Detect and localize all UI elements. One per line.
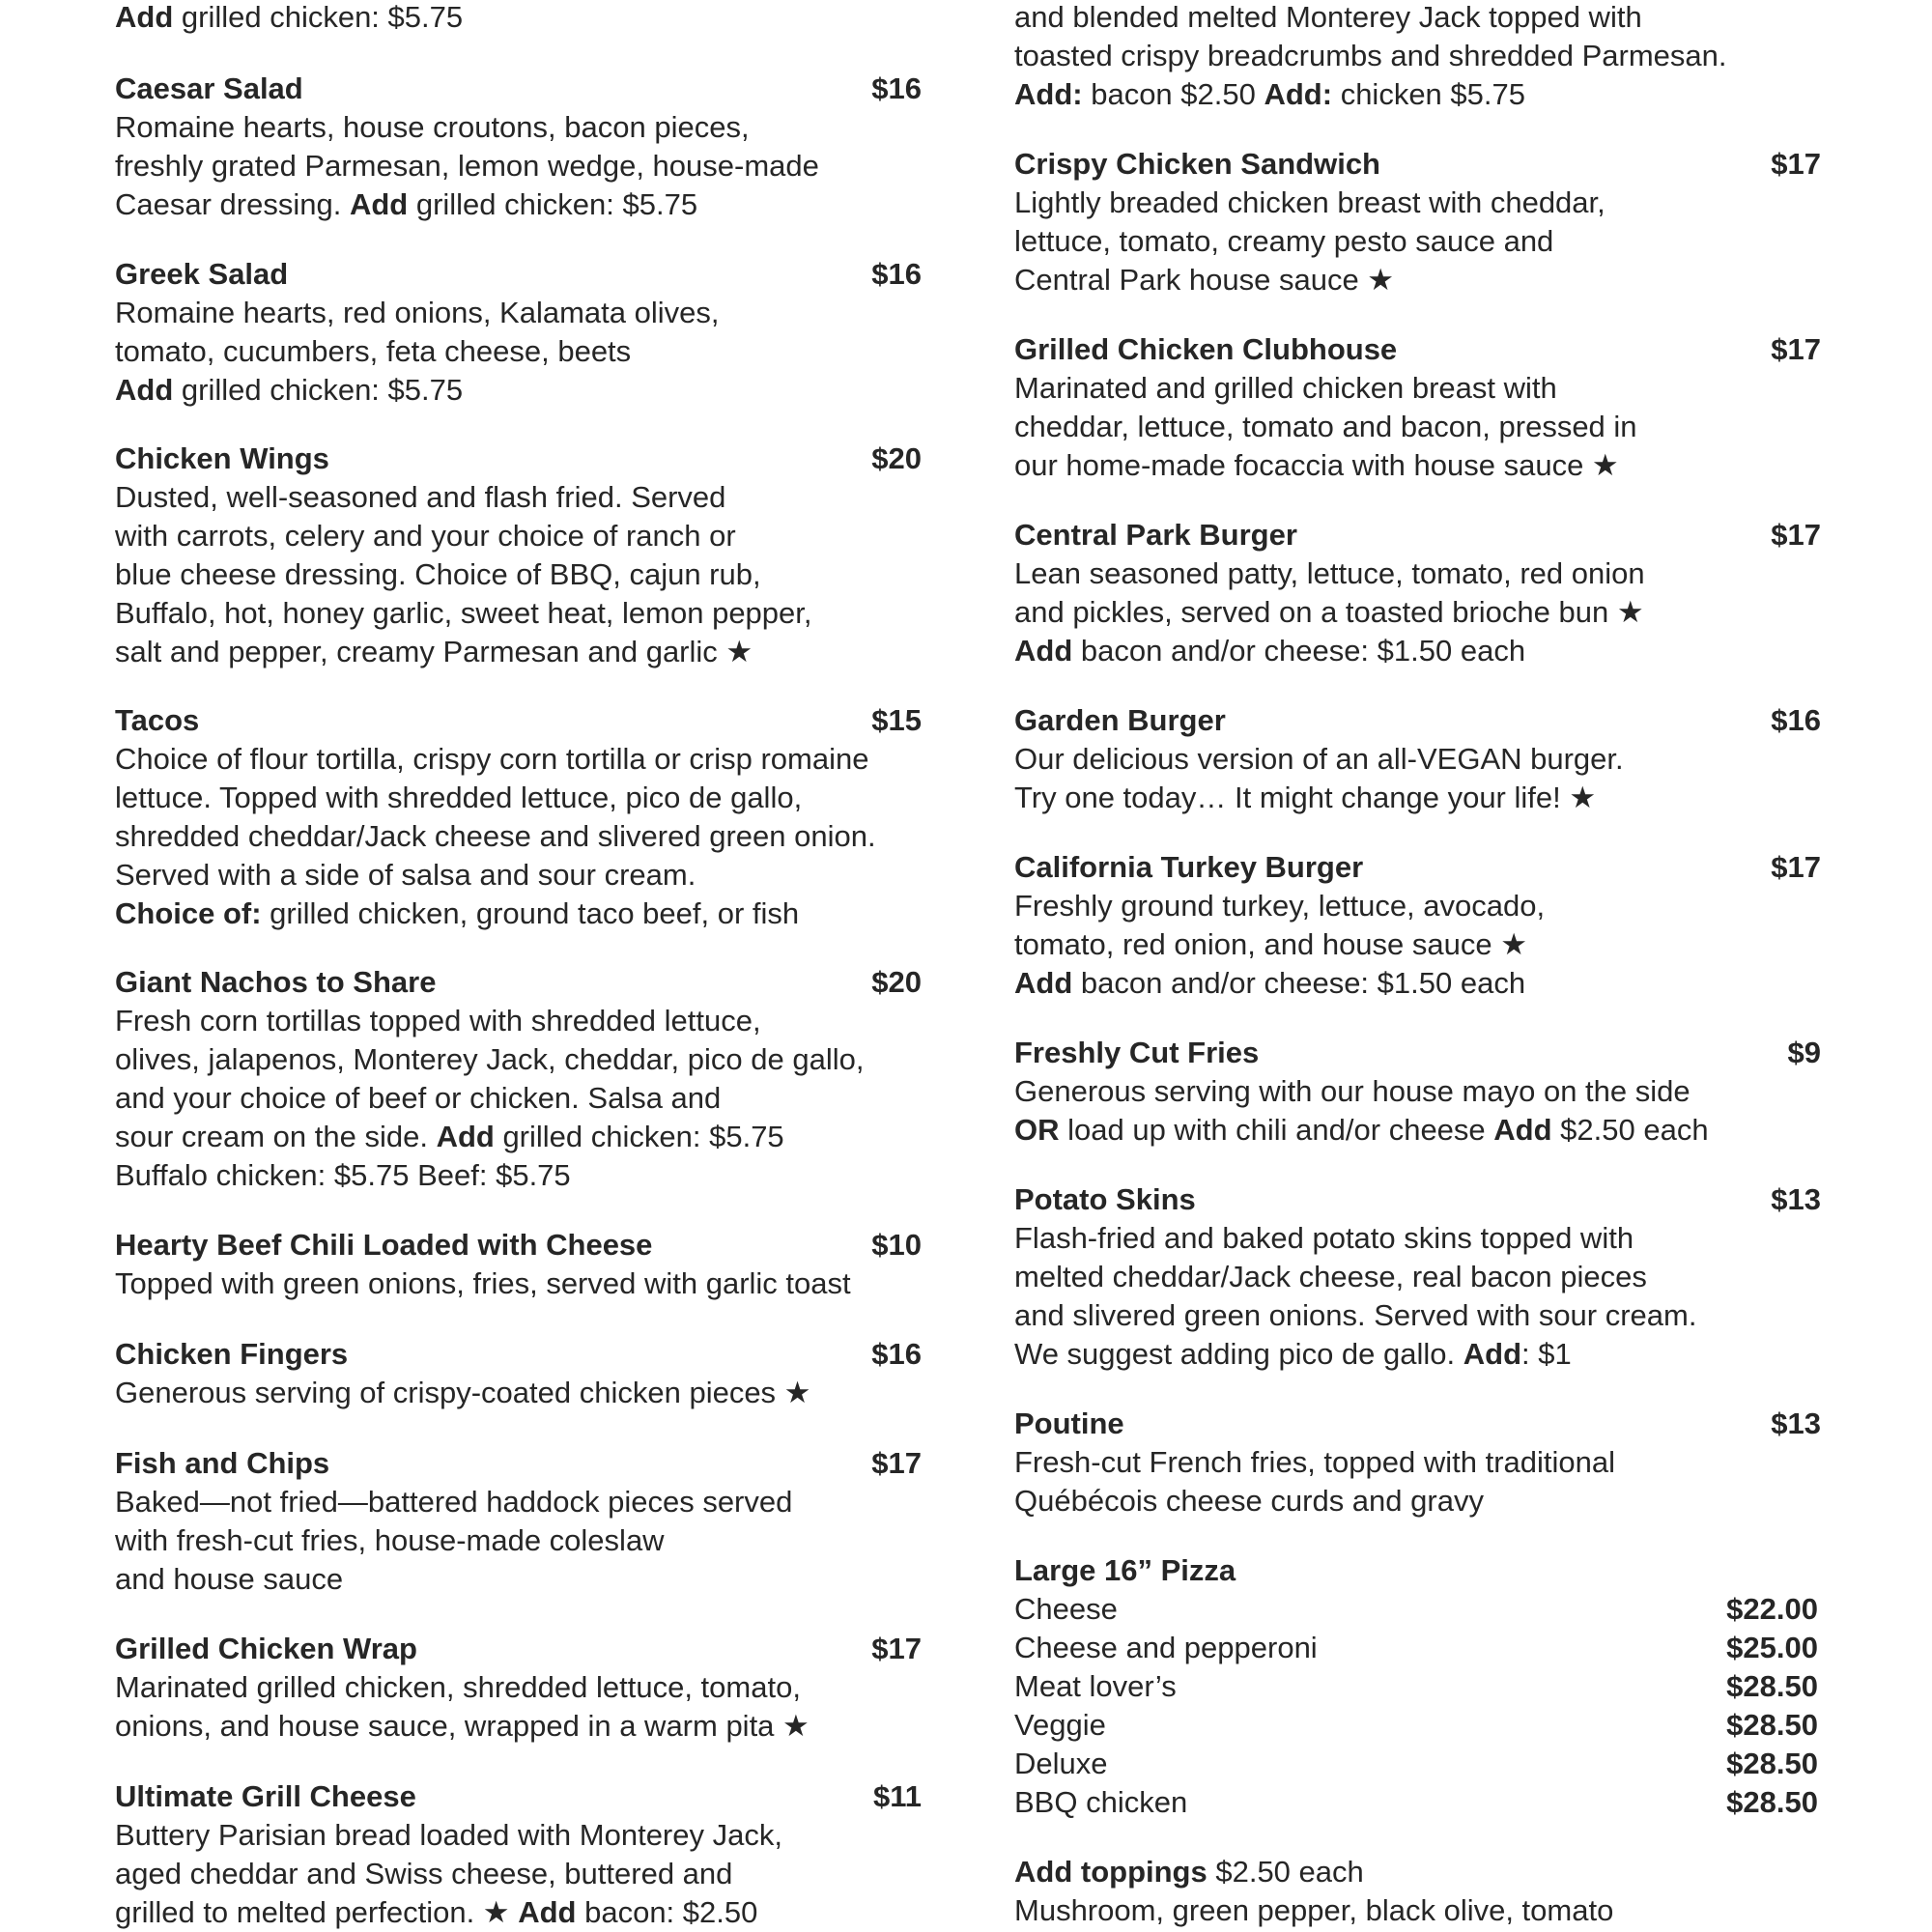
menu-item-header (1014, 145, 1821, 184)
text: with carrots, celery and your choice of ranch or (115, 519, 736, 553)
text: lettuce, tomato, creamy pesto sauce and (1014, 224, 1554, 258)
text: Flash-fried and baked potato skins topped with (1014, 1221, 1634, 1255)
description-line (115, 1040, 922, 1079)
description-line (115, 294, 922, 332)
menu-item-name: Tacos (115, 703, 200, 737)
menu-item-price: $17 (1771, 850, 1821, 884)
text: Fresh-cut French fries, topped with traditional (1014, 1445, 1615, 1479)
menu-item-name: Giant Nachos to Share (115, 965, 437, 999)
text: Québécois cheese curds and gravy (1014, 1484, 1484, 1518)
text: Marinated and grilled chicken breast with (1014, 371, 1557, 405)
menu-item-price: $17 (1771, 147, 1821, 181)
menu-item-header (1014, 1034, 1821, 1072)
menu-item-price: $16 (871, 1337, 922, 1371)
menu-item (1014, 848, 1821, 1003)
menu-item-header (115, 701, 922, 740)
text: grilled chicken: $5.75 (173, 373, 464, 407)
text: $2.50 each (1551, 1113, 1709, 1147)
description-line (1014, 369, 1821, 408)
text: tomato, cucumbers, feta cheese, beets (115, 334, 632, 368)
text: and pickles, served on a toasted brioche bun ★ (1014, 595, 1644, 629)
menu-item-name: Hearty Beef Chili Loaded with Cheese (115, 1228, 653, 1262)
menu-item (115, 963, 922, 1195)
description-line (1014, 37, 1727, 75)
menu-item-price: $20 (871, 441, 922, 475)
description-line (1014, 1482, 1821, 1520)
text: Generous serving with our house mayo on the side (1014, 1074, 1690, 1108)
pizza-row (1014, 1590, 1821, 1629)
toppings-section (1014, 1853, 1821, 1930)
menu-item (115, 1335, 922, 1412)
text: Baked—not fried—battered haddock pieces served (115, 1485, 793, 1519)
description-line (115, 1560, 922, 1599)
description-line (115, 1893, 922, 1932)
pizza-name: Cheese (1014, 1592, 1118, 1626)
description-line (1014, 446, 1821, 485)
description-line (115, 633, 922, 671)
description-line (115, 108, 922, 147)
description-line (1014, 632, 1821, 670)
text: : $1 (1521, 1337, 1572, 1371)
description-line (115, 895, 922, 933)
text: Generous serving of crispy-coated chicken pieces ★ (115, 1376, 811, 1409)
menu-item (115, 1630, 922, 1746)
description-line (1014, 779, 1821, 817)
menu-item-name: Ultimate Grill Cheese (115, 1779, 416, 1813)
text: Buffalo chicken: $5.75 Beef: $5.75 (115, 1158, 571, 1192)
text: Central Park house sauce ★ (1014, 263, 1395, 297)
description-line (115, 1118, 922, 1156)
description-line (115, 856, 922, 895)
menu-item-price: $17 (871, 1632, 922, 1665)
menu-item (1014, 1180, 1821, 1374)
menu-item (1014, 145, 1821, 299)
menu-item-name: Poutine (1014, 1406, 1124, 1440)
text: grilled chicken: $5.75 (408, 187, 698, 221)
text: bacon $2.50 (1082, 77, 1264, 111)
description-line (115, 332, 922, 371)
text: salt and pepper, creamy Parmesan and garlic ★ (115, 635, 753, 668)
description-line (1014, 184, 1821, 222)
pizza-price: $25.00 (1726, 1631, 1818, 1664)
bold-text: Choice of: (115, 896, 262, 930)
menu-item-price: $16 (1771, 703, 1821, 737)
text: We suggest adding pico de gallo. (1014, 1337, 1463, 1371)
text: Topped with green onions, fries, served with garlic toast (115, 1266, 851, 1300)
pizza-price: $28.50 (1726, 1785, 1818, 1819)
pizza-name: Meat lover’s (1014, 1669, 1177, 1703)
menu-item-header (115, 1335, 922, 1374)
text: toasted crispy breadcrumbs and shredded Parmesan. (1014, 39, 1727, 72)
description-line (115, 147, 922, 185)
menu-item-header (115, 1226, 922, 1264)
pizza-row (1014, 1745, 1821, 1783)
description-line (115, 1156, 922, 1195)
description-line (1014, 261, 1821, 299)
text: and your choice of beef or chicken. Salsa and (115, 1081, 722, 1115)
text: Buttery Parisian bread loaded with Monterey Jack, (115, 1818, 782, 1852)
bold-text: Add (349, 187, 409, 221)
text: grilled chicken, ground taco beef, or fish (261, 896, 800, 930)
menu-item-header (115, 255, 922, 294)
menu-item-price: $16 (871, 71, 922, 105)
description-line (1014, 1296, 1821, 1335)
description-line (115, 740, 922, 779)
description-line (1014, 222, 1821, 261)
menu-item-price: $16 (871, 257, 922, 291)
text: and slivered green onions. Served with sour cream. (1014, 1298, 1697, 1332)
description-line (115, 817, 922, 856)
menu-item-price: $13 (1771, 1406, 1821, 1440)
text: blue cheese dressing. Choice of BBQ, cajun rub, (115, 557, 761, 591)
text: Served with a side of salsa and sour cream. (115, 858, 696, 892)
description-line (1014, 1335, 1821, 1374)
left-top-continuation (115, 0, 463, 37)
pizza-name: Veggie (1014, 1708, 1106, 1742)
description-line (1014, 554, 1821, 593)
bold-text: Add: (1014, 77, 1083, 111)
text: Lean seasoned patty, lettuce, tomato, red onion (1014, 556, 1645, 590)
menu-item-price: $17 (1771, 518, 1821, 552)
text: Lightly breaded chicken breast with cheddar, (1014, 185, 1605, 219)
description-line (115, 1668, 922, 1707)
menu-item (115, 1226, 922, 1303)
description-line (1014, 0, 1727, 37)
menu-item-name: Caesar Salad (115, 71, 303, 105)
menu-item-price: $20 (871, 965, 922, 999)
text: bacon and/or cheese: $1.50 each (1072, 966, 1526, 1000)
description-line (1014, 1111, 1821, 1150)
toppings-price: $2.50 each (1207, 1855, 1364, 1889)
pizza-price: $22.00 (1726, 1592, 1818, 1626)
description-line (115, 1264, 922, 1303)
description-line (1014, 408, 1821, 446)
menu-item-header (115, 963, 922, 1002)
description-line (1014, 925, 1821, 964)
text: load up with chili and/or cheese (1059, 1113, 1494, 1147)
pizza-price: $28.50 (1726, 1708, 1818, 1742)
bold-text: Add (115, 373, 174, 407)
menu-item (115, 70, 922, 224)
menu-item-name: Grilled Chicken Wrap (115, 1632, 417, 1665)
description-line (115, 1374, 922, 1412)
menu-item-name: Central Park Burger (1014, 518, 1297, 552)
menu-item-name: Freshly Cut Fries (1014, 1036, 1260, 1069)
pizza-name: Cheese and pepperoni (1014, 1631, 1318, 1664)
menu-item-header (115, 1630, 922, 1668)
text: Romaine hearts, house croutons, bacon pieces, (115, 110, 750, 144)
menu-item-name: Potato Skins (1014, 1182, 1196, 1216)
text: our home-made focaccia with house sauce ★ (1014, 448, 1619, 482)
menu-item-name: California Turkey Burger (1014, 850, 1364, 884)
description-line (115, 1816, 922, 1855)
toppings-list: Mushroom, green pepper, black olive, tomato (1014, 1893, 1614, 1927)
description-line (1014, 740, 1821, 779)
menu-item-header (1014, 330, 1821, 369)
pizza-name: Deluxe (1014, 1747, 1108, 1780)
bold-text: Add (1493, 1113, 1552, 1147)
text: olives, jalapenos, Monterey Jack, cheddar, pico de gallo, (115, 1042, 865, 1076)
description-line (1014, 964, 1821, 1003)
menu-item-name: Fish and Chips (115, 1446, 330, 1480)
description-line (115, 517, 922, 555)
text: Fresh corn tortillas topped with shredded lettuce, (115, 1004, 761, 1037)
menu-item-header (115, 1777, 922, 1816)
text: Our delicious version of an all-VEGAN burger. (1014, 742, 1624, 776)
text: Choice of flour tortilla, crispy corn tortilla or crisp romaine (115, 742, 869, 776)
text: tomato, red onion, and house sauce ★ (1014, 927, 1528, 961)
description-line (1014, 887, 1821, 925)
menu-item (1014, 1405, 1821, 1520)
pizza-price: $28.50 (1726, 1747, 1818, 1780)
menu-item-name: Chicken Fingers (115, 1337, 349, 1371)
menu-item-header (115, 440, 922, 478)
text: melted cheddar/Jack cheese, real bacon pieces (1014, 1260, 1647, 1293)
pizza-row (1014, 1706, 1821, 1745)
bold-text: Add (518, 1895, 577, 1929)
text: Caesar dressing. (115, 187, 350, 221)
bold-text: Add (1014, 634, 1073, 668)
menu-item-header (1014, 516, 1821, 554)
text: Romaine hearts, red onions, Kalamata olives, (115, 296, 720, 329)
pizza-name: BBQ chicken (1014, 1785, 1188, 1819)
description-line (1014, 75, 1727, 114)
text: and blended melted Monterey Jack topped with (1014, 0, 1642, 34)
menu-item (115, 255, 922, 410)
bold-text: OR (1014, 1113, 1060, 1147)
text: grilled chicken: $5.75 (494, 1120, 784, 1153)
text: bacon and/or cheese: $1.50 each (1072, 634, 1526, 668)
description-line (115, 1002, 922, 1040)
text: sour cream on the side. (115, 1120, 437, 1153)
description-line (115, 1707, 922, 1746)
menu-item-header (1014, 848, 1821, 887)
text: bacon: $2.50 (576, 1895, 758, 1929)
text: Buffalo, hot, honey garlic, sweet heat, lemon pepper, (115, 596, 812, 630)
description-line (1014, 1258, 1821, 1296)
description-line (115, 478, 922, 517)
description-line (1014, 1443, 1821, 1482)
text: cheddar, lettuce, tomato and bacon, pressed in (1014, 410, 1637, 443)
pizza-row (1014, 1629, 1821, 1667)
menu-item-price: $9 (1787, 1036, 1821, 1069)
text: Marinated grilled chicken, shredded lettuce, tomato, (115, 1670, 801, 1704)
description-line (115, 371, 922, 410)
menu-item (1014, 516, 1821, 670)
pizza-row (1014, 1783, 1821, 1822)
bold-text: Add (1014, 966, 1073, 1000)
menu-item (1014, 330, 1821, 485)
menu-item-name: Garden Burger (1014, 703, 1226, 737)
menu-item (1014, 701, 1821, 817)
menu-item (115, 440, 922, 671)
menu-item-price: $15 (871, 703, 922, 737)
bold-text: Add (1463, 1337, 1522, 1371)
text: Freshly ground turkey, lettuce, avocado, (1014, 889, 1546, 923)
text: shredded cheddar/Jack cheese and slivered green onion. (115, 819, 876, 853)
menu-item-name: Greek Salad (115, 257, 289, 291)
bold-text: Add (436, 1120, 495, 1153)
description-line (115, 1855, 922, 1893)
text: lettuce. Topped with shredded lettuce, pico de gallo, (115, 781, 803, 814)
menu-item-price: $10 (871, 1228, 922, 1262)
pizza-title: Large 16” Pizza (1014, 1553, 1236, 1587)
description-line (115, 779, 922, 817)
menu-item-price: $17 (871, 1446, 922, 1480)
menu-item-header (1014, 1180, 1821, 1219)
text: aged cheddar and Swiss cheese, buttered and (115, 1857, 733, 1890)
menu-item-price: $11 (872, 1779, 922, 1813)
menu-item-price: $13 (1771, 1182, 1821, 1216)
menu-item (115, 1444, 922, 1599)
menu-item-header (1014, 1405, 1821, 1443)
pizza-row (1014, 1667, 1821, 1706)
menu-item-header (1014, 701, 1821, 740)
text: Try one today… It might change your life! ★ (1014, 781, 1597, 814)
menu-item (115, 1777, 922, 1932)
text: and house sauce (115, 1562, 344, 1596)
pizza-price: $28.50 (1726, 1669, 1818, 1703)
bold-text: Add: (1264, 77, 1333, 111)
text: Dusted, well-seasoned and flash fried. Served (115, 480, 726, 514)
description-line (115, 1483, 922, 1521)
text: with fresh-cut fries, house-made coleslaw (115, 1523, 665, 1557)
text: chicken $5.75 (1332, 77, 1525, 111)
description-line (1014, 1219, 1821, 1258)
menu-item (1014, 1034, 1821, 1150)
text: freshly grated Parmesan, lemon wedge, house-made (115, 149, 819, 183)
description-line (1014, 1072, 1821, 1111)
text: grilled chicken: $5.75 (173, 0, 464, 34)
text: grilled to melted perfection. ★ (115, 1895, 519, 1929)
description-line (1014, 593, 1821, 632)
description-line (115, 555, 922, 594)
menu-item-name: Chicken Wings (115, 441, 329, 475)
bold-text: Add (115, 0, 174, 34)
right-top-continuation (1014, 0, 1727, 114)
text: onions, and house sauce, wrapped in a warm pita ★ (115, 1709, 810, 1743)
description-line (115, 594, 922, 633)
toppings-label: Add toppings (1014, 1855, 1208, 1889)
description-line (115, 1079, 922, 1118)
menu-item-name: Grilled Chicken Clubhouse (1014, 332, 1398, 366)
menu-item (115, 701, 922, 933)
menu-item-header (115, 70, 922, 108)
toppings-line (1014, 1853, 1821, 1891)
menu-item-header (115, 1444, 922, 1483)
description-line (115, 185, 922, 224)
pizza-section (1014, 1551, 1821, 1822)
menu-item-name: Crispy Chicken Sandwich (1014, 147, 1380, 181)
menu-item-price: $17 (1771, 332, 1821, 366)
description-line (115, 1521, 922, 1560)
